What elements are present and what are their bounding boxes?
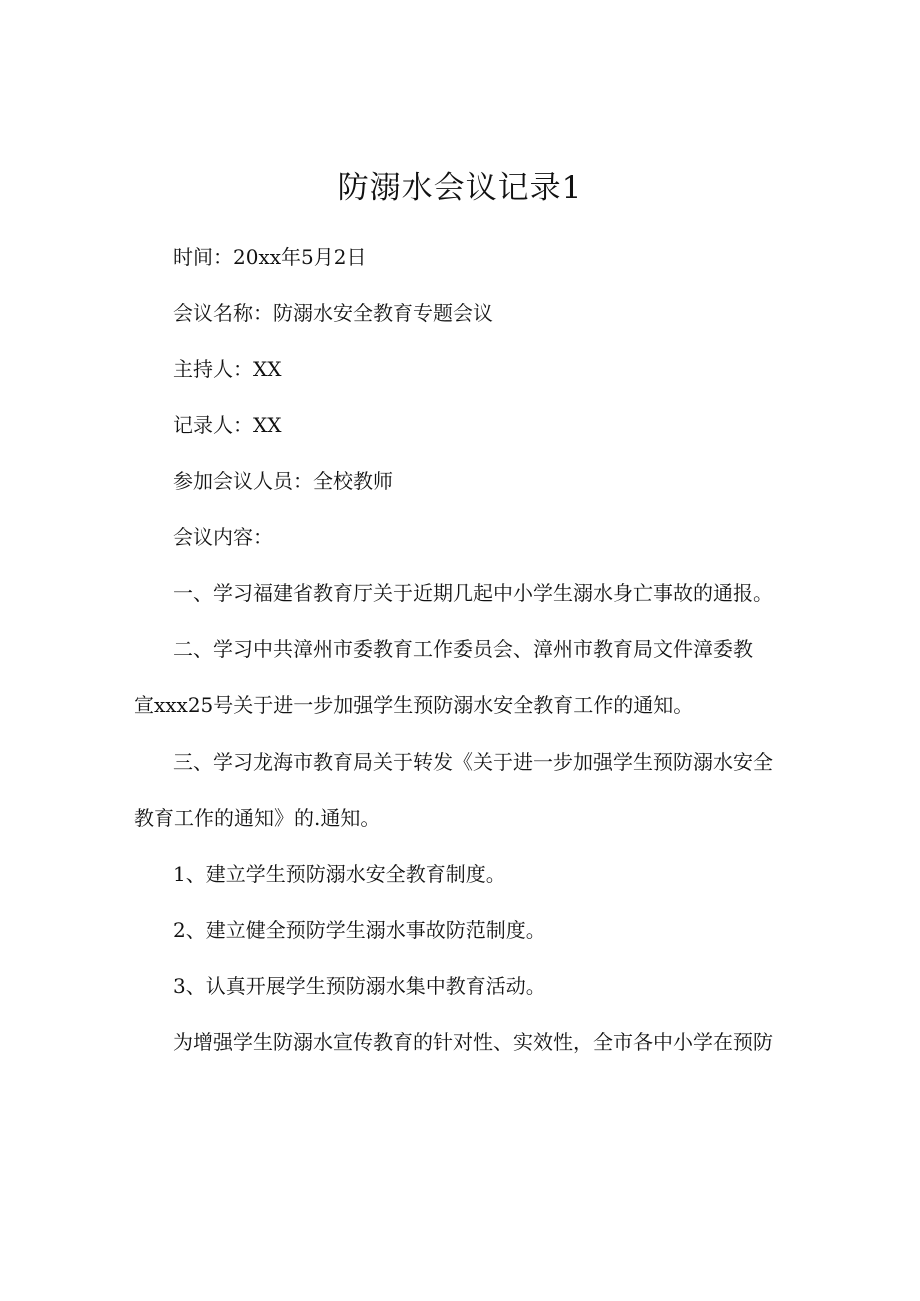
meeting-name: 会议名称：防溺水安全教育专题会议 [173, 301, 493, 325]
meeting-content-heading: 会议内容： [173, 525, 273, 549]
content-item-3-continued: 教育工作的通知》的.通知。 [134, 806, 381, 830]
content-item-2: 二、学习中共漳州市委教育工作委员会、漳州市教育局文件漳委教 [173, 637, 753, 661]
sub-item-3: 3、认真开展学生预防溺水集中教育活动。 [173, 974, 546, 998]
content-item-1: 一、学习福建省教育厅关于近期几起中小学生溺水身亡事故的通报。 [173, 581, 773, 605]
document-title: 防溺水会议记录1 [337, 170, 583, 206]
sub-item-2: 2、建立健全预防学生溺水事故防范制度。 [173, 918, 546, 942]
meeting-recorder: 记录人：XX [173, 413, 282, 437]
content-item-3: 三、学习龙海市教育局关于转发《关于进一步加强学生预防溺水安全 [173, 750, 773, 774]
paragraph-text: 为增强学生防溺水宣传教育的针对性、实效性，全市各中小学在预防 [173, 1030, 773, 1054]
meeting-time: 时间：20xx年5月2日 [173, 245, 367, 269]
content-item-2-continued: 宣xxx25号关于进一步加强学生预防溺水安全教育工作的通知。 [134, 693, 694, 717]
meeting-host: 主持人：XX [173, 357, 282, 381]
meeting-attendees: 参加会议人员：全校教师 [173, 469, 393, 493]
sub-item-1: 1、建立学生预防溺水安全教育制度。 [173, 862, 506, 886]
